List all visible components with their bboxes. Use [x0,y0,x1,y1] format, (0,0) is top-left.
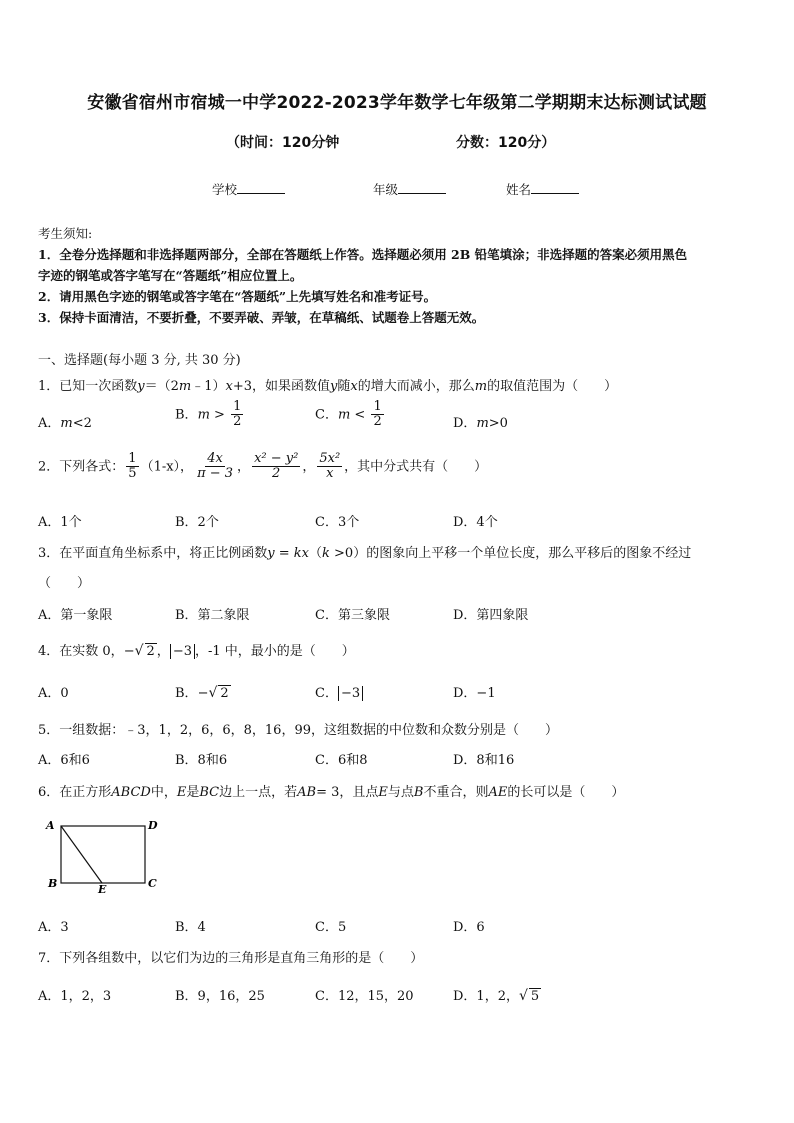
q1-text: 随 [337,379,351,394]
notice-line-1b: 字迹的钢笔或答字笔写在“答题纸”相应位置上。 [38,268,303,283]
q1-text: 1．已知一次函数 [38,379,138,394]
q3-expr: y = kx [267,546,309,561]
q6-option-b[interactable]: B．4 [175,920,206,935]
q6-text: 不重合，则 [423,785,489,800]
q1-var: y [330,379,338,394]
q1-var: x [350,379,358,394]
exam-score: 分数：120分） [456,135,556,151]
radical-sign: √ [134,643,144,659]
q3-option-b[interactable]: B．第二象限 [175,608,250,623]
q6-text: 边上一点，若 [219,785,298,800]
section-title: 一、选择题(每小题 3 分, 共 30 分) [38,353,241,368]
q7-option-c[interactable]: C．12，15，20 [315,989,414,1004]
q3-text: >0）的图象向上平移一个单位长度，那么平移后的图象不经过 [329,546,692,561]
question-6 [38,781,624,800]
label-a: A [46,819,55,832]
q4-option-d[interactable]: D．−1 [453,686,496,701]
q6-var: E [176,785,187,800]
document-title: 安徽省宿州市宿城一中学2022-2023学年数学七年级第二学期期末达标测试试题 [87,93,707,113]
radical-sign: √ [518,988,528,1004]
q7-option-d[interactable] [453,985,541,1004]
q1-var: m [474,379,488,394]
q2-option-c[interactable]: C．3个 [315,515,360,530]
option-label: D．1，2， [453,989,519,1004]
q6-var: AB [297,785,317,800]
q2-text: ，其中分式共有（ ） [344,459,488,475]
option-var: m [337,407,351,423]
radicand: 2 [146,644,155,659]
fraction [195,452,235,482]
q1-option-c[interactable] [315,400,386,430]
denominator: π − 3 [197,466,234,482]
option-var: m [476,416,489,431]
option-label: C． [315,407,338,423]
q5-option-a[interactable]: A．6和6 [38,753,90,768]
minus-sign: − [197,686,209,701]
q1-option-a[interactable] [38,412,92,431]
square-abcd-figure [40,814,170,894]
q1-text: +3，如果函数值 [232,379,331,394]
notice-line-1a: 1．全卷分选择题和非选择题两部分，全部在答题纸上作答。选择题必须用 2B 铅笔填涂；非选择题的答案必须用黑色 [38,247,688,262]
notice-heading: 考生须知: [38,226,93,241]
q6-text: 与点 [387,785,414,800]
option-label: B． [175,407,198,423]
question-1 [38,375,617,394]
q1-text: ＝（2 [144,379,179,394]
q1-text: 的取值范围为（ ） [487,379,618,394]
question-3 [38,542,691,561]
q3-var: k [322,546,330,561]
school-blank[interactable] [237,182,285,194]
name-blank[interactable] [531,182,579,194]
grade-label: 年级 [373,182,399,197]
q2-text: ， [302,459,316,475]
numerator: 4x [207,451,223,466]
numerator: 5x² [319,451,341,466]
q2-option-d[interactable]: D．4个 [453,515,498,530]
q2-option-b[interactable]: B．2个 [175,515,219,530]
label-b: B [48,877,58,890]
q6-var: E [378,785,388,800]
q4-text: 4．在实数 0， [38,644,124,659]
q3-option-c[interactable]: C．第三象限 [315,608,390,623]
q1-option-d[interactable] [453,412,508,431]
option-text: <2 [72,416,92,431]
denominator: 2 [373,414,382,430]
option-text: < [350,407,370,423]
q6-var: BC [199,785,220,800]
numerator: x² − y² [254,451,299,466]
denominator: x [326,466,334,482]
label-d: D [148,819,158,832]
minus-sign: − [123,644,135,659]
q3-text: 3．在平面直角坐标系中，将正比例函数 [38,546,268,561]
notice-line-3: 3．保持卡面清洁，不要折叠，不要弄破、弄皱，在草稿纸、试题卷上答题无效。 [38,310,485,325]
q2-option-a[interactable]: A．1个 [38,515,82,530]
option-var: m [197,407,210,423]
question-7: 7．下列各组数中，以它们为边的三角形是直角三角形的是（ ） [38,951,424,966]
q6-text: 的长可以是（ ） [507,785,625,800]
exam-time: （时间：120分钟 [226,135,340,151]
option-label: C． [315,686,338,701]
q4-option-a[interactable]: A．0 [38,686,69,701]
q6-option-d[interactable]: D．6 [453,920,485,935]
q6-var: AE [488,785,508,800]
option-label: D． [453,416,477,431]
q4-text: ，-1 中，最小的是（ ） [194,644,355,659]
fraction [126,452,138,482]
radicand: 2 [220,686,229,701]
numerator: 1 [233,399,242,414]
q2-text: 2．下列各式： [38,459,125,475]
grade-blank[interactable] [398,182,446,194]
q6-text: 中， [150,785,177,800]
fraction [252,452,300,482]
question-5: 5．一组数据：﹣3，1，2，6，6，8，16，99，这组数据的中位数和众数分别是（ ） [38,723,558,738]
q6-option-a[interactable]: A．3 [38,920,69,935]
question-4 [38,640,355,659]
option-text: > [209,407,230,423]
radical-sign: √ [208,685,218,701]
q6-option-c[interactable]: C．5 [315,920,347,935]
q1-text: 的增大而减小，那么 [357,379,475,394]
absolute-value: −3 [338,686,363,701]
q3-line-2: （ ） [38,576,91,591]
q2-text: （1-x）， [140,459,194,475]
name-label: 姓名 [506,182,532,197]
option-label: B． [175,686,198,701]
q6-var: ABCD [111,785,151,800]
grade-field [373,180,446,198]
radicand: 5 [530,989,540,1004]
q1-var: x [225,379,233,394]
fraction [317,452,342,482]
denominator: 2 [272,466,281,482]
label-e: E [98,883,107,894]
numerator: 1 [128,451,137,466]
absolute-value: −3 [170,644,195,659]
q5-option-c[interactable]: C．6和8 [315,753,368,768]
name-field [506,180,579,198]
fraction [371,400,383,430]
q6-text: = 3，且点 [316,785,379,800]
option-text: >0 [488,416,508,431]
q5-option-d[interactable]: D．8和16 [453,753,515,768]
q3-option-d[interactable]: D．第四象限 [453,608,529,623]
q7-option-a[interactable]: A．1，2，3 [38,989,112,1004]
q3-text: （ [309,546,323,561]
option-label: A． [38,416,61,431]
square-outline [61,826,145,883]
option-var: m [60,416,73,431]
q4-option-b[interactable] [175,682,231,701]
q6-text: 是 [186,785,200,800]
fraction [231,400,243,430]
denominator: 5 [128,466,137,482]
school-field [212,180,285,198]
q1-option-b[interactable] [175,400,245,430]
q6-text: 6．在正方形 [38,785,112,800]
q4-text: ， [156,644,170,659]
q2-text: ， [237,459,251,475]
q6-var: B [413,785,424,800]
notice-line-2: 2．请用黑色字迹的钢笔或答字笔在“答题纸”上先填写姓名和准考证号。 [38,289,437,304]
numerator: 1 [373,399,382,414]
q7-option-b[interactable]: B．9，16，25 [175,989,265,1004]
label-c: C [148,877,157,890]
denominator: 2 [233,414,242,430]
question-2 [38,452,487,482]
q3-option-a[interactable]: A．第一象限 [38,608,113,623]
school-label: 学校 [212,182,238,197]
q1-var: m [178,379,192,394]
segment-ae [61,826,102,883]
q1-var: y [137,379,145,394]
q1-text: ﹣1） [191,379,226,394]
q5-option-b[interactable]: B．8和6 [175,753,228,768]
q4-option-c[interactable] [315,682,363,701]
